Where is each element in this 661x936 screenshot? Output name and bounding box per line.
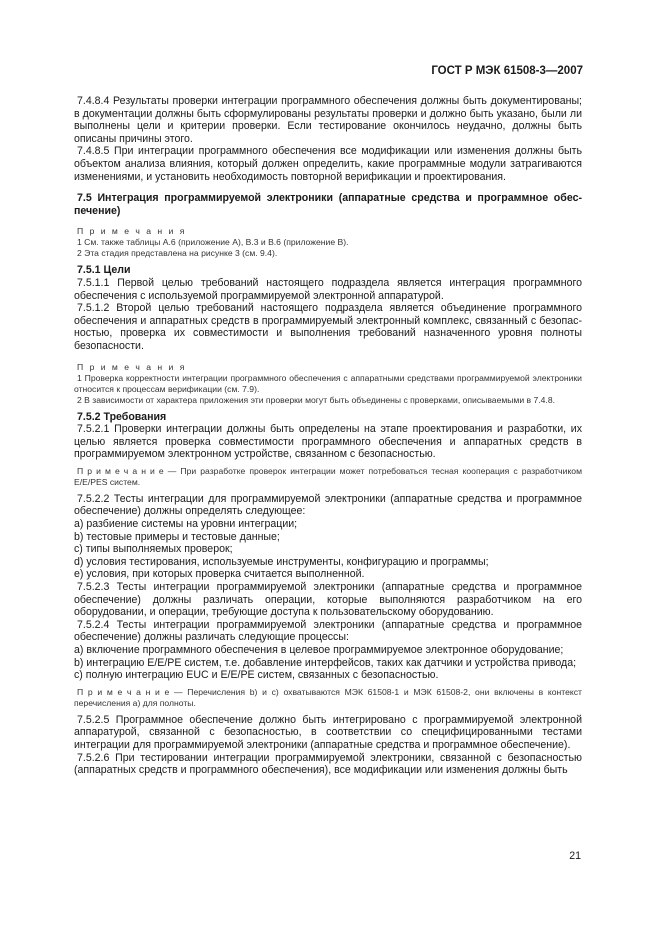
- paragraph-7-5-2-3: 7.5.2.3 Тесты интеграции программируемой электроники (аппаратные средства и программное обеспечение) должны различать операции, которые выполняются разработчиком на его оборудовании, и операции, требующие доступа к пользовательскому оборудованию.: [74, 581, 582, 619]
- note-item: 1 См. также таблицы А.6 (приложение А), В.3 и В.6 (приложение В).: [77, 237, 349, 248]
- section-heading-7-5: 7.5 Интеграция программируемой электроники (аппаратные средства и программное обеспечение): [74, 192, 582, 217]
- list-item: с) типы выполняемых проверок;: [74, 543, 233, 556]
- paragraph-7-5-2-6: 7.5.2.6 При тестировании интеграции программируемой электроники, связанной с безопасностью (аппаратных средств и программного обеспечения), все модификации или изменения должны быть: [74, 751, 582, 777]
- list-item: d) условия тестирования, используемые инструменты, конфигурацию и программы;: [74, 555, 489, 568]
- paragraph-7-5-2-1: 7.5.2.1 Проверки интеграции должны быть определены на этапе проектирования и разработки, их целью является проверка совместимости программного обеспечения и аппаратных средств в программируемом электронном устройстве, связанном с безопасностью.: [74, 423, 582, 461]
- paragraph-7-5-1-1: 7.5.1.1 Первой целью требований настоящего подраздела является интеграция программного обеспечения с используемой программируемой электронной аппаратурой.: [74, 276, 582, 302]
- page-number: 21: [569, 850, 581, 862]
- paragraph-7-5-2-2: 7.5.2.2 Тесты интеграции для программируемой электроники (аппаратные средства и программное обеспечение) должны определять следующее:: [74, 492, 582, 518]
- section-heading-7-5-1: 7.5.1 Цели: [77, 264, 131, 277]
- note: П р и м е ч а н и е — При разработке проверок интеграции может потребоваться тесная кооперация с разработчиком E/E/PES систем.: [74, 465, 582, 487]
- paragraph-7-4-8-5: 7.4.8.5 При интеграции программного обеспечения все модификации или изменения должны быть объектом анализа влияния, который должен определить, какие программные модули затрагиваются изменениями, и установить необходимость повторной верификации и проектирования.: [74, 145, 582, 183]
- page-body: [74, 95, 582, 777]
- list-item: b) тестовые примеры и тестовые данные;: [74, 530, 280, 543]
- list-item: а) включение программного обеспечения в целевое программируемое электронное оборудование;: [74, 644, 564, 656]
- notes-title: П р и м е ч а н и я: [77, 226, 187, 237]
- note: П р и м е ч а н и е — Перечисления b) и с) охватываются МЭК 61508-1 и МЭК 61508-2, они включены в контекст перечисления а) для полноты.: [74, 686, 582, 708]
- document-header: ГОСТ Р МЭК 61508-3—2007: [431, 65, 583, 77]
- list-item: а) разбиение системы на уровни интеграции;: [74, 518, 298, 531]
- note-item: 2 Эта стадия представлена на рисунке 3 (см. 9.4).: [77, 248, 278, 259]
- notes-title: П р и м е ч а н и я: [77, 361, 187, 372]
- list-item: с) полную интеграцию EUC и E/E/PE систем, связанных с безопасностью.: [74, 669, 439, 682]
- note-item: 1 Проверка корректности интеграции программного обеспечения с аппаратными средствами программируемой электроники относится к процессам верификации (см. 7.9).: [74, 372, 582, 394]
- list-item: е) условия, при которых проверка считается выполненной.: [74, 568, 365, 581]
- paragraph-7-5-2-4: 7.5.2.4 Тесты интеграции программируемой электроники (аппаратные средства и программное обеспечение) должны различать следующие процессы:: [74, 618, 582, 644]
- paragraph-7-5-1-2: 7.5.1.2 Второй целью требований настоящего подраздела является объединение программного обеспечения и аппаратных средств в программируемый электронный комплекс, связанный с безопасностью, проверка их совместимости и выполнения требований назначенного уровня полноты безопасности.: [74, 302, 582, 352]
- paragraph-7-5-2-5: 7.5.2.5 Программное обеспечение должно быть интегрировано с программируемой электронной аппаратурой, связанной с безопасностью, в соответствии со специфицированными тестами интеграции для программируемой электроники (аппаратные средства и программное обеспечение).: [74, 713, 582, 751]
- list-item: b) интеграцию E/E/PE систем, т.е. добавление интерфейсов, таких как датчики и устройства привода;: [74, 656, 577, 669]
- note-item: 2 В зависимости от характера приложения эти проверки могут быть объединены с проверками, описываемыми в 7.4.8.: [77, 394, 555, 405]
- paragraph-7-4-8-4: 7.4.8.4 Результаты проверки интеграции программного обеспечения должны быть документированы; в документации должны быть сформулированы результаты проверки и должно быть указано, были ли выполнены цели и критерии проверки. Если тестирование окончилось неудачно, должны быть описаны причины этого.: [74, 95, 582, 145]
- section-heading-7-5-2: 7.5.2 Требования: [77, 410, 167, 423]
